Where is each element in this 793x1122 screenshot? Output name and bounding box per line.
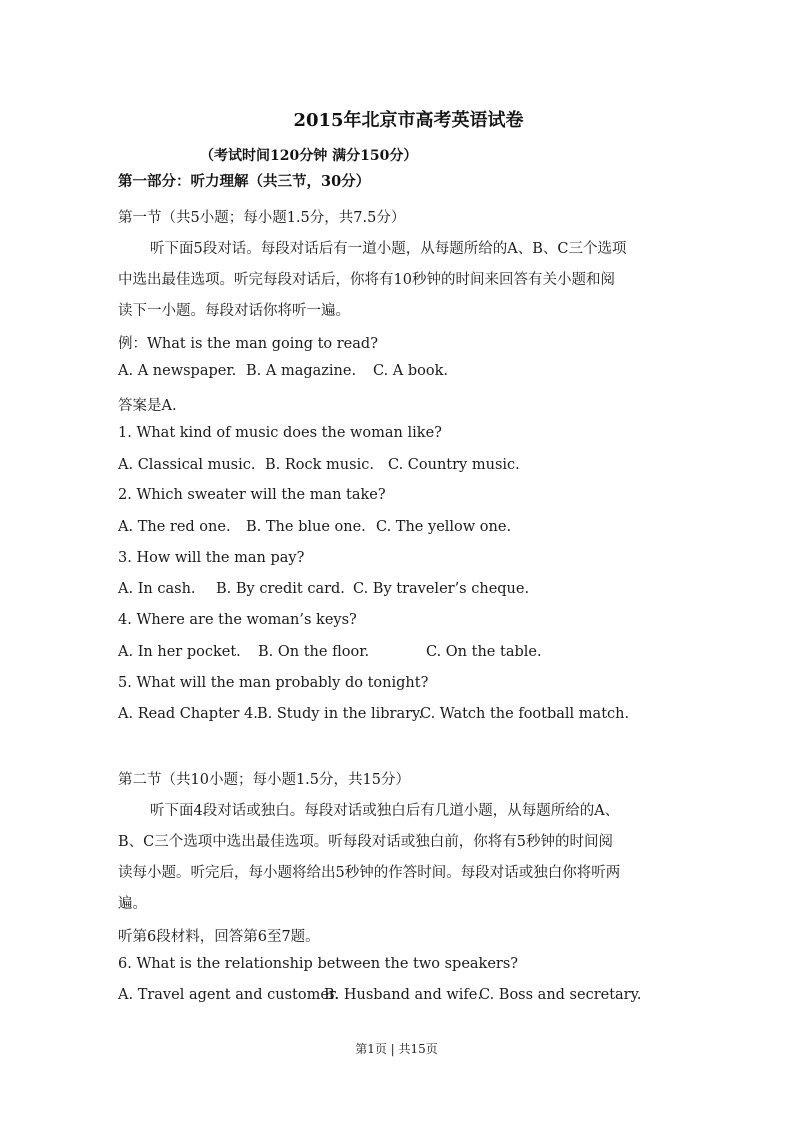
section-one-instruction-line: 中选出最佳选项。听完每段对话后，你将有10秒钟的时间来回答有关小题和阅	[118, 272, 615, 288]
option-c: C. The yellow one.	[376, 519, 512, 535]
section-one-instruction-line: 读下一小题。每段对话你将听一遍。	[118, 303, 350, 319]
example-answer: 答案是A.	[118, 398, 177, 414]
part-one-title: 第一部分：听力理解（共三节，30分）	[118, 173, 371, 190]
option-b: B. Rock music.	[265, 457, 374, 473]
option-b: B. A magazine.	[246, 363, 357, 379]
page-footer: 第1页 | 共15页	[355, 1042, 438, 1056]
section-two-instruction-line: 读每小题。听完后，每小题将给出5秒钟的作答时间。每段对话或独白你将听两	[118, 865, 621, 881]
question-options	[118, 457, 520, 473]
section-two-instruction-line: B、C三个选项中选出最佳选项。听每段对话或独白前，你将有5秒钟的时间阅	[118, 834, 613, 850]
question-text: 5. What will the man probably do tonight?	[118, 675, 429, 691]
option-b: B. By credit card.	[216, 581, 345, 597]
question-options	[118, 706, 629, 722]
exam-title: 2015年北京市高考英语试卷	[293, 110, 524, 131]
option-a: A. A newspaper.	[118, 363, 237, 379]
question-text: 1. What kind of music does the woman like?	[118, 425, 442, 441]
section-one-heading: 第一节（共5小题；每小题1.5分，共7.5分）	[118, 210, 406, 226]
question-text: 6. What is the relationship between the two speakers?	[118, 956, 519, 972]
option-c: C. By traveler’s cheque.	[353, 581, 530, 597]
section-two-instruction-line: 听下面4段对话或独白。每段对话或独白后有几道小题，从每题所给的A、	[150, 803, 620, 819]
option-b: B. Husband and wife.	[324, 987, 482, 1003]
option-b: B. The blue one.	[246, 519, 366, 535]
option-c: C. Country music.	[388, 457, 520, 473]
exam-subtitle: （考试时间120分钟 满分150分）	[200, 148, 418, 164]
question-options	[118, 644, 542, 660]
option-c: C. A book.	[373, 363, 449, 379]
question-text: 3. How will the man pay?	[118, 550, 305, 566]
question-text: 2. Which sweater will the man take?	[118, 487, 386, 503]
material-note: 听第6段材料，回答第6至7题。	[118, 929, 320, 945]
option-a: A. In her pocket.	[118, 644, 241, 660]
question-options	[118, 581, 529, 597]
option-a: A. Read Chapter 4.	[118, 706, 258, 722]
section-two-instruction-line: 遍。	[118, 896, 147, 912]
question-text: 4. Where are the woman’s keys?	[118, 612, 357, 628]
example-options	[118, 363, 448, 379]
option-b: B. On the floor.	[258, 644, 370, 660]
option-a: A. Travel agent and customer.	[118, 987, 339, 1003]
example-question: 例：What is the man going to read?	[118, 336, 378, 352]
section-two-heading: 第二节（共10小题；每小题1.5分，共15分）	[118, 772, 410, 788]
option-b: B. Study in the library.	[257, 706, 423, 722]
option-a: A. In cash.	[118, 581, 196, 597]
option-a: A. The red one.	[118, 519, 231, 535]
option-a: A. Classical music.	[118, 457, 256, 473]
option-c: C. Boss and secretary.	[479, 987, 642, 1003]
option-c: C. On the table.	[426, 644, 542, 660]
question-options	[118, 987, 641, 1003]
section-one-instruction-line: 听下面5段对话。每段对话后有一道小题，从每题所给的A、B、C三个选项	[150, 241, 627, 257]
option-c: C. Watch the football match.	[420, 706, 630, 722]
question-options	[118, 519, 511, 535]
